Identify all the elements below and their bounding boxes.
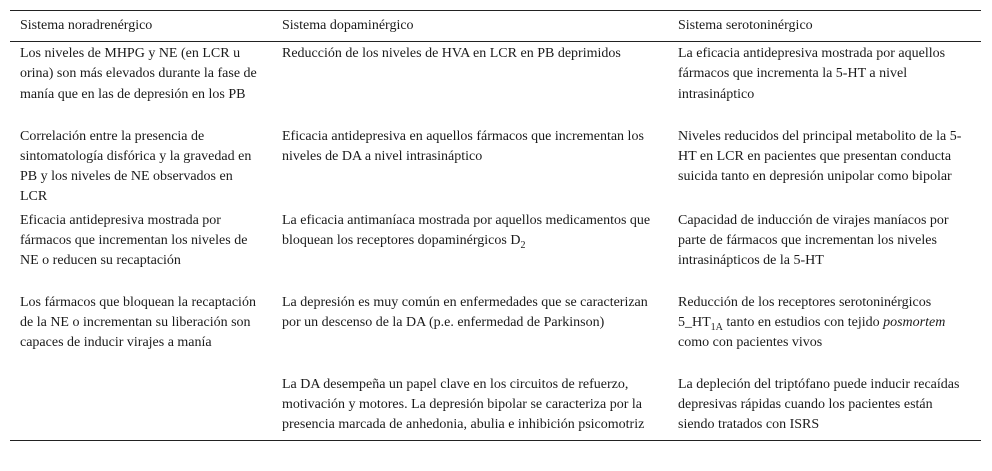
table-row	[10, 42, 981, 125]
cell-noradrenergic: Los fármacos que bloquean la recaptación de la NE o incrementan su liberación son capaces de inducir virajes a manía	[20, 294, 256, 351]
cell-serotonergic: Capacidad de inducción de virajes maníacos por parte de fármacos que incrementan los niveles intrasinápticos de la 5-HT	[678, 212, 949, 269]
cell-serotonergic	[668, 291, 981, 373]
subscript: 1A	[710, 321, 723, 333]
cell-dopaminergic: Eficacia antidepresiva en aquellos fármacos que incrementan los niveles de DA a nivel intrasináptico	[282, 128, 644, 164]
header-serotonergic: Sistema serotoninérgico	[678, 18, 813, 33]
cell-dopaminergic: La depresión es muy común en enfermedades que se caracterizan por un descenso de la DA (p.e. enfermedad de Parkinson)	[282, 294, 648, 330]
cell-noradrenergic: Los niveles de MHPG y NE (en LCR u orina) son más elevados durante la fase de manía que en las de depresión en los PB	[20, 46, 257, 102]
header-noradrenergic: Sistema noradrenérgico	[20, 18, 153, 33]
table-row	[10, 373, 981, 440]
cell-serotonergic: La eficacia antidepresiva mostrada por aquellos fármacos que incrementa la 5-HT a nivel intrasináptico	[678, 46, 946, 102]
table-row	[10, 291, 981, 373]
cell-text: tanto en estudios con tejido	[722, 314, 884, 330]
table-row	[10, 209, 981, 291]
subscript: 2	[520, 239, 526, 251]
table-row	[10, 125, 981, 209]
cell-noradrenergic	[10, 373, 272, 440]
neurotransmitter-systems-table	[10, 10, 981, 441]
header-dopaminergic: Sistema dopaminérgico	[282, 18, 414, 33]
comparison-table-container	[10, 10, 981, 441]
cell-serotonergic: Niveles reducidos del principal metabolito de la 5-HT en LCR en pacientes que presentan conducta suicida tanto en depresión unipolar como bipolar	[678, 128, 962, 185]
cell-dopaminergic: La DA desempeña un papel clave en los circuitos de refuerzo, motivación y motores. La depresión bipolar se caracteriza por la presencia marcada de anhedonia, abulia e inhibición psicomotriz	[282, 376, 645, 433]
cell-dopaminergic	[272, 209, 668, 291]
cell-dopaminergic: Reducción de los niveles de HVA en LCR en PB deprimidos	[282, 46, 621, 61]
cell-text: La eficacia antimaníaca mostrada por aquellos medicamentos que bloquean los receptores dopaminérgicos D	[282, 212, 651, 248]
cell-serotonergic: La depleción del triptófano puede inducir recaídas depresivas rápidas cuando los pacientes están siendo tratados con ISRS	[678, 376, 960, 433]
cell-noradrenergic: Eficacia antidepresiva mostrada por fármacos que incrementan los niveles de NE o reducen su recaptación	[20, 212, 248, 269]
table-header-row	[10, 11, 981, 42]
cell-text: como con pacientes vivos	[678, 335, 823, 351]
cell-noradrenergic: Correlación entre la presencia de sintomatología disfórica y la gravedad en PB y los niveles de NE observados en LCR	[20, 128, 252, 205]
cell-text: Reducción de los receptores serotoninérgicos 5_HT	[678, 294, 932, 330]
italic-term: posmortem	[883, 314, 946, 330]
